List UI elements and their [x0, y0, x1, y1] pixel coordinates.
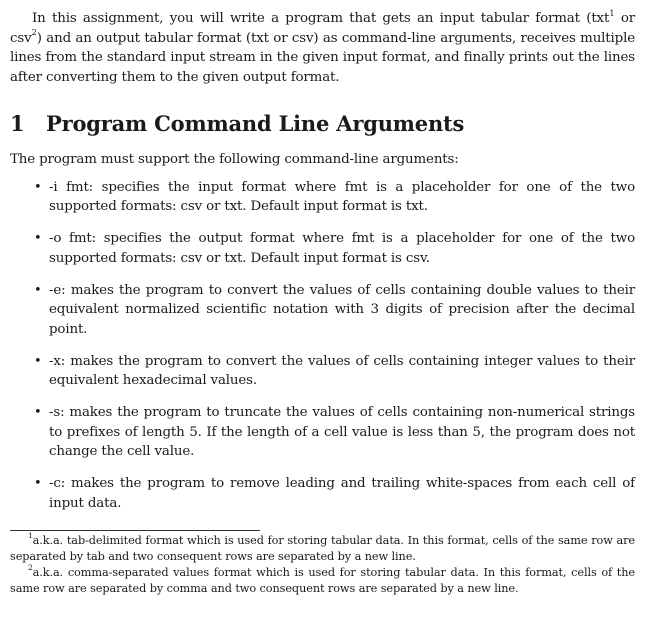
bullet-icon: • — [34, 405, 42, 420]
argument-text: -x: makes the program to convert the values of cells containing integer values to their equivalent hexadecimal values. — [49, 353, 635, 388]
footnote-2 — [10, 565, 635, 597]
argument-item-s — [10, 403, 635, 462]
footnote-text-2: a.k.a. comma-separated values format which is used for storing tabular data. In this format, cells of the same row are separated by comma and two consequent rows are separated by a new line. — [10, 566, 635, 595]
argument-item-e — [10, 281, 635, 340]
section-number: 1 — [10, 111, 25, 136]
intro-text-part1: In this assignment, you will write a program that gets an input tabular format (txt — [32, 11, 610, 26]
intro-text-part3: ) and an output tabular format (txt or csv) as command-line arguments, receives multiple lines from the standard input stream in the given input format, and finally prints out the lines after converting them to the given output format. — [10, 30, 635, 85]
intro-text-part2: or csv — [10, 11, 635, 46]
bullet-icon: • — [34, 476, 42, 491]
argument-text: -o fmt: specifies the output format where fmt is a placeholder for one of the two supported formats: csv or txt. Default input format is csv. — [49, 231, 635, 266]
arguments-lead-text: The program must support the following command-line arguments: — [10, 152, 459, 167]
argument-text: -c: makes the program to remove leading and trailing white-spaces from each cell of input data. — [49, 476, 635, 511]
footnote-marker-2: 2 — [28, 563, 33, 573]
footnote-ref-2[interactable]: 2 — [31, 28, 37, 39]
intro-paragraph — [10, 9, 635, 87]
footnote-divider — [10, 530, 260, 531]
argument-text: -i fmt: specifies the input format where fmt is a placeholder for one of the two supported formats: csv or txt. Default input format is txt. — [49, 179, 635, 214]
footnote-marker-1: 1 — [28, 531, 33, 541]
bullet-icon: • — [34, 353, 42, 369]
section-title-text: Program Command Line Arguments — [46, 111, 465, 136]
argument-text: -e: makes the program to convert the values of cells containing double values to their equivalent normalized scientific notation with 3 digits of precision after the decimal point. — [49, 282, 635, 337]
section-heading — [10, 110, 635, 138]
argument-item-i — [10, 178, 635, 217]
argument-item-x — [10, 352, 635, 391]
arguments-list — [10, 178, 635, 514]
argument-text: -s: makes the program to truncate the values of cells containing non-numerical strings to prefixes of length 5. If the length of a cell value is less than 5, the program does not change the cell value. — [49, 405, 635, 459]
bullet-icon: • — [34, 231, 42, 246]
footnotes-section — [10, 533, 635, 597]
bullet-icon: • — [34, 179, 42, 195]
argument-item-o — [10, 229, 635, 268]
argument-item-c — [10, 474, 635, 513]
bullet-icon: • — [34, 282, 42, 298]
footnote-1 — [10, 533, 635, 565]
footnote-text-1: a.k.a. tab-delimited format which is used for storing tabular data. In this format, cells of the same row are separated by tab and two consequent rows are separated by a new line. — [10, 534, 635, 563]
footnote-ref-1[interactable]: 1 — [609, 8, 615, 19]
document-page — [10, 9, 635, 526]
